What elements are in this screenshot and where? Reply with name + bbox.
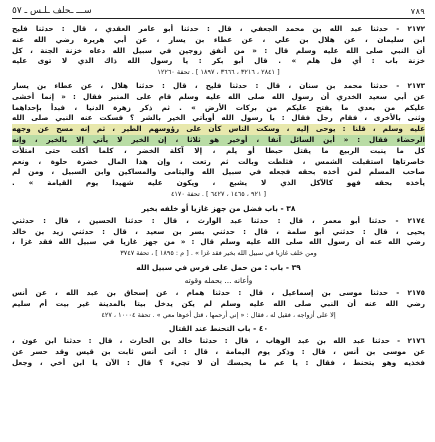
text-line: عليكم من بعدي ما يفتح عليكم من بركات الأرض » . ثم ذكر زهرة الدنيا ، فبدأ بإحداهما [12, 102, 425, 112]
reference-line: [ ٢٨٤١ ، ٣٢١٦ ، ٣٦٦٦ ، ١٨٩٧ ] . تحفة ١٢٢٦٠ [157, 68, 280, 77]
text-line: أن النبي صلى الله عليه وسلم قال : « من أنفق زوجين في سبيل الله دعاه خزنة الجنة ، كل [12, 45, 425, 55]
text-line: وثنى بالأخرى ، فقام رجل فقال : يا رسول الله أويأتي الخير بالشر ؟ فسكت عنه النبي صلى الله [12, 113, 425, 123]
highlighted-line: عليه وسلم ، قلنا : يوحى إليه ، وسكت الناس كأن على رؤوسهم الطير ، ثم إنه مسح عن وجهه [12, 124, 425, 134]
hadith-entry-2 [12, 81, 425, 200]
hadith-entry-1 [12, 24, 425, 78]
text-line: عن موسى بن أنس ، قال : وذكر يوم اليمامة ، قال : أتى أنس ثابت بن قيس وقد حسر عن [12, 347, 425, 357]
text-line: ٢١٧٣ - حدثنا محمد بن سنان ، قال : حدثنا فليح ، قال : حدثنا هلال ، عن عطاء بن يسار [12, 80, 425, 90]
text-line: رضي الله عنه أن رسول الله صلى الله عليه وسلم قال : « من جهز غازيا في سبيل الله فقد غزا ، [12, 237, 425, 247]
text-line: يأخذه بحقه فهو كالآكل الذي لا يشبع ، ويكون عليه شهيدا يوم القيامة » . [12, 178, 425, 188]
reference-line: ومن خلف غازيا في سبيل الله بخير فقد غزا » . [ م : ١٨٩٥ ] ، تحفة ٣٧٤٧ [120, 249, 317, 258]
text-line: كل ما ينبت الربيع ما يقتل حبطا أو يلم ، إلا آكلة الخضر ، كلما أكلت حتى امتلأت [12, 145, 425, 155]
hadith-entry-5 [12, 336, 425, 368]
text-line: ٢١٧٤ - حدثنا أبو معمر ، قال : حدثنا عبد الوارث ، قال : حدثنا الحسين ، قال : حدثني [12, 215, 425, 225]
text-line: ٢١٧٥ - حدثنا موسى بن إسماعيل ، قال : حدثنا همام ، عن إسحاق بن عبد الله ، عن أنس [12, 287, 425, 297]
text-line: يحيى ، قال : حدثني أبو سلمة ، قال : حدثني بسر بن سعيد ، قال : حدثني زيد بن خالد [12, 226, 425, 236]
text-line: خزنة باب : أي فل هلم » . قال أبو بكر : يا رسول الله ذاك الذي لا توى عليه [12, 56, 425, 66]
text-line: رضي الله عنه أن النبي صلى الله عليه وسلم لم يكن يدخل بيتا بالمدينة غير بيت أم سليم [12, 298, 425, 308]
running-title: ســـ ـحلف ـلـس ـ ٥٧ [12, 6, 92, 16]
text-line: صاحب المسلم لمن أخذه بحقه فجعله في سبيل الله واليتامى والمساكين وابن السبيل ، ومن لم [12, 167, 425, 177]
highlighted-line: الرحضاء فقال : « أين السائل آنفا ، أوخير هو ثلاثا ، إن الخير لا يأتي إلا بالخير ، وإنه [12, 134, 425, 144]
text-line: ٢١٧٦ - حدثنا عبد الله بن عبد الوهاب ، قال : حدثنا خالد بن الحارث ، قال : حدثنا ابن عون ، [12, 336, 425, 346]
reference-line: [ ٩٢١ ، ١٤٦٥ ، ٦٤٢٧ ] . تحفة ٤١٧٠ [170, 189, 267, 198]
hadith-entry-4 [12, 288, 425, 320]
text-line: خاصرتاها استقبلت الشمس ، فثلطت وبالت ثم رتعت ، وإن هذا المال خضرة حلوة ، ونعم [12, 156, 425, 166]
page-number: ٧٨٩ [410, 6, 425, 16]
text-line: فخذيه وهو يتحنط ، فقال : يا عم ما يحبسك أن لا تجيء ؟ قال : الآن يا ابن أخي ، وجعل [12, 357, 425, 367]
text-line: ابن سليمان ، عن هلال بن علي ، عن عطاء بن يسار ، عن أبي هريرة رضي الله عنه [12, 34, 425, 44]
chapter-heading: ٣٨ - باب فضل من جهز غازيا أو خلفه بخير [141, 203, 296, 213]
reference-line: إلا على أزواجه ، فقيل له ، فقال : « إني أرحمها ، قتل أخوها معي » . تحفة ١٠٠٠٤ ، ٤٢٧ [101, 310, 336, 319]
hadith-entry-3 [12, 216, 425, 259]
text-line: عن أبي سعيد الخدري أن رسول الله صلى الله عليه وسلم قام على المنبر فقال : « إنما أخشى [12, 91, 425, 101]
chapter-heading: ٣٩ - باب : من حمل على فرس في سبيل الله [136, 262, 301, 272]
chapter-heading-note: وأعانه ... بحمله وقوته [184, 275, 253, 285]
text-line: ٢١٧٢ - حدثنا عبد الله بن محمد الجعفي ، قال : حدثنا أبو عامر العقدي ، قال : حدثنا فليح [12, 24, 425, 33]
chapter-heading: ٤٠ - باب التحنط عند القتال [168, 324, 269, 334]
page-header [12, 4, 425, 19]
